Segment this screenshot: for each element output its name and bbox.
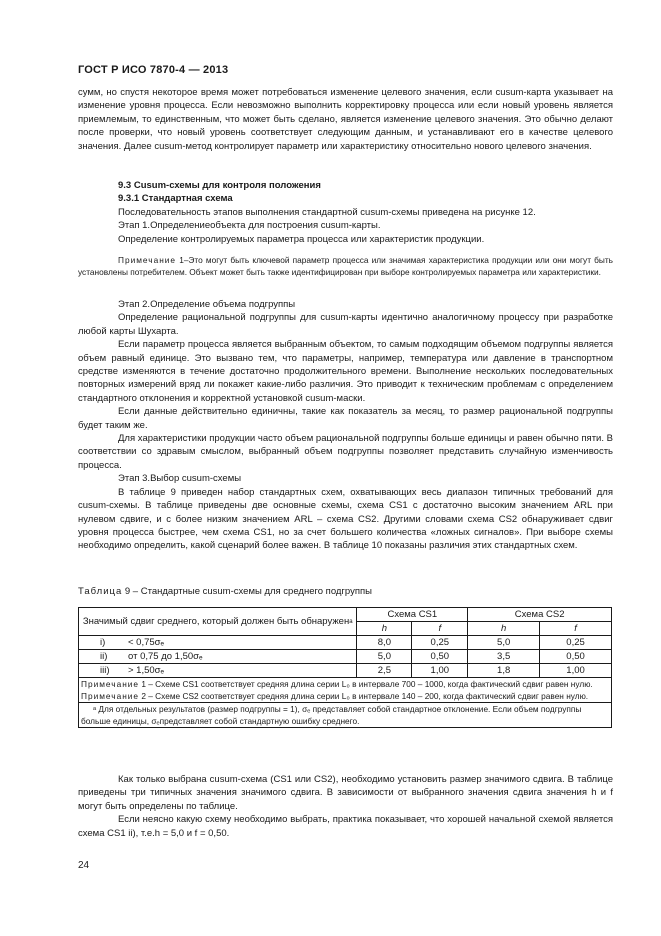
intro-paragraph bbox=[78, 86, 613, 153]
cell-h1: 2,5 bbox=[357, 664, 412, 678]
cell-f1: 0,25 bbox=[412, 636, 468, 650]
table-head-cs1: Схема CS1 bbox=[357, 608, 468, 622]
table-note-2: 2 – Схеме CS2 соответствует средняя длина серии L₀ в интервале 140 – 200, когда фактический сдвиг равен нулю. bbox=[139, 691, 589, 701]
paragraph-1: Определение рациональной подгруппы для cusum-карты идентично аналогичному процессу при разработке любой карты Шухарта. bbox=[78, 312, 613, 337]
table-row bbox=[79, 650, 612, 664]
note-1-text: 1–Это могут быть ключевой параметр процесса или значимая характеристика продукции или они могут быть установлены потребителем. Объект может быть также идентифицирован при выборе контролируемых параметра или характеристики. bbox=[78, 255, 613, 277]
cell-h2: 5,0 bbox=[468, 636, 540, 650]
cell-f2: 1,00 bbox=[540, 664, 612, 678]
row-shift-value: от 0,75 до 1,50σₑ bbox=[128, 650, 203, 662]
cell-f1: 0,50 bbox=[412, 650, 468, 664]
table-head-h2: h bbox=[468, 622, 540, 636]
row-num: i) bbox=[100, 636, 106, 648]
row-shift bbox=[79, 636, 357, 650]
cell-h2: 1,8 bbox=[468, 664, 540, 678]
page-number: 24 bbox=[78, 860, 90, 871]
table-caption-text: 9 – Стандартные cusum-схемы для среднего подгруппы bbox=[122, 586, 372, 597]
cell-f2: 0,25 bbox=[540, 636, 612, 650]
table-head-shift bbox=[79, 608, 357, 636]
table-9 bbox=[78, 607, 612, 728]
table-head-cs2: Схема CS2 bbox=[468, 608, 612, 622]
table-footnote: ᵃ Для отдельных результатов (размер подгруппы = 1), σₑ представляет собой стандартное отклонение. Если объем подгруппы больше единицы, σₑпредставляет собой стандартную ошибку среднего. bbox=[79, 703, 612, 728]
cell-h1: 8,0 bbox=[357, 636, 412, 650]
table-caption bbox=[78, 586, 372, 597]
page-header: ГОСТ Р ИСО 7870-4 — 2013 bbox=[78, 64, 229, 76]
table-row bbox=[79, 636, 612, 650]
paragraph-6: Как только выбрана cusum-схема (CS1 или CS2), необходимо установить размер значимого сдвига. В таблице приведены три типичных значения значимого сдвига. В зависимости от выбранного значения сдвига значения h и f могут быть определены по таблице. bbox=[78, 774, 613, 812]
paragraph-3: Если данные действительно единичны, такие как показатель за месяц, то размер рациональной подгруппы будет таким же. bbox=[78, 406, 613, 431]
cell-f2: 0,50 bbox=[540, 650, 612, 664]
row-num: ii) bbox=[100, 650, 108, 662]
table-head-f2: f bbox=[540, 622, 612, 636]
row-num: iii) bbox=[100, 664, 110, 676]
table-note-1-label: Примечание bbox=[81, 679, 140, 689]
table-head-shift-text: Значимый сдвиг среднего, который должен быть обнаружен bbox=[82, 615, 350, 627]
table-note-2-label: Примечание bbox=[81, 691, 140, 701]
closing-paragraphs bbox=[78, 773, 613, 840]
table-head-f1: f bbox=[412, 622, 468, 636]
footnote-mark: a bbox=[349, 618, 353, 625]
table-row bbox=[79, 664, 612, 678]
paragraph-5: В таблице 9 приведен набор стандартных схем, охватывающих весь диапазон типичных требований для cusum-схемы. В таблице приведены две основные схемы, схема CS1 с достаточно высоким значением ARL при нулевом сдвиге, и с более низким значением ARL – схема CS2. Другими словами схема CS2 обнаруживает сдвиг уровня процесса быстрее, чем схема CS1, но за счет большего количества «ложных сигналов». При выборе схемы необходимо определить, какой сценарий более важен. В таблице 10 показаны различия этих стандартных схем. bbox=[78, 486, 613, 552]
note-1-label: Примечание bbox=[118, 255, 177, 265]
paragraph-7: Если неясно какую схему необходимо выбрать, практика показывает, что хорошей начальной схемой является схема CS1 ii), т.е.h = 5,0 и f = 0,50. bbox=[78, 814, 613, 839]
paragraph-4: Для характеристики продукции часто объем рациональной подгруппы больше единицы и равен обычно пяти. В соответствии со здравым смыслом, выбранный объем подгруппы позволяет представить случайную изменчивость процесса. bbox=[78, 433, 613, 471]
table-notes bbox=[79, 678, 612, 703]
row-shift bbox=[79, 650, 357, 664]
cell-h1: 5,0 bbox=[357, 650, 412, 664]
section-9-3 bbox=[78, 179, 613, 246]
table-head-h1: h bbox=[357, 622, 412, 636]
stage-1: Этап 1.Определениеобъекта для построения cusum-карты. bbox=[118, 220, 381, 232]
row-shift-value: > 1,50σₑ bbox=[128, 664, 165, 676]
row-shift bbox=[79, 664, 357, 678]
stage-3-title: Этап 3.Выбор cusum-схемы bbox=[118, 473, 242, 485]
section-9-3-title: 9.3 Cusum-схемы для контроля положения bbox=[118, 180, 321, 191]
paragraph-2: Если параметр процесса является выбранным объектом, то самым подходящим объемом подгруппы является объем равный единице. Это вызвано тем, что параметры, например, температура или давление в транспортном средстве изменяются в течение достаточно продолжительного времени. Выполнение нескольких последовательных повторных измерений вряд ли покажет какие-либо различия. Это приводит к техническим проблемам с определением стандартного отклонения и корректной установкой cusum-маски. bbox=[78, 339, 613, 404]
stage-2-section bbox=[78, 298, 613, 553]
note-1 bbox=[78, 254, 613, 278]
stage-1-desc: Определение контролируемых параметра процесса или характеристик продукции. bbox=[118, 233, 485, 245]
section-9-3-1-title: 9.3.1 Стандартная схема bbox=[118, 193, 233, 205]
intro-text: сумм, но спустя некоторое время может потребоваться изменение целевого значения, если cusum-карта указывает на изменение уровня процесса. Если невозможно выполнить корректировку процесса или если новый уровень является приемлемым, то единственным, что может быть сделано, является изменение целевого значения. Это обычно делают после проверки, что новый уровень соответствует следующим данным, и устанавливают его в качестве целевого значения. Далее cusum-метод контролирует параметр или характеристику относительно нового целевого значения. bbox=[78, 87, 613, 152]
table-caption-label: Таблица bbox=[78, 586, 123, 597]
table-note-1: 1 – Схеме CS1 соответствует средняя длина серии L₀ в интервале 700 – 1000, когда фактический сдвиг равен нулю. bbox=[139, 679, 593, 689]
stage-2-title: Этап 2.Определение объема подгруппы bbox=[118, 299, 296, 310]
cell-f1: 1,00 bbox=[412, 664, 468, 678]
row-shift-value: < 0,75σₑ bbox=[128, 636, 165, 648]
cell-h2: 3,5 bbox=[468, 650, 540, 664]
steps-sentence: Последовательность этапов выполнения стандартной cusum-схемы приведена на рисунке 12. bbox=[118, 206, 536, 218]
